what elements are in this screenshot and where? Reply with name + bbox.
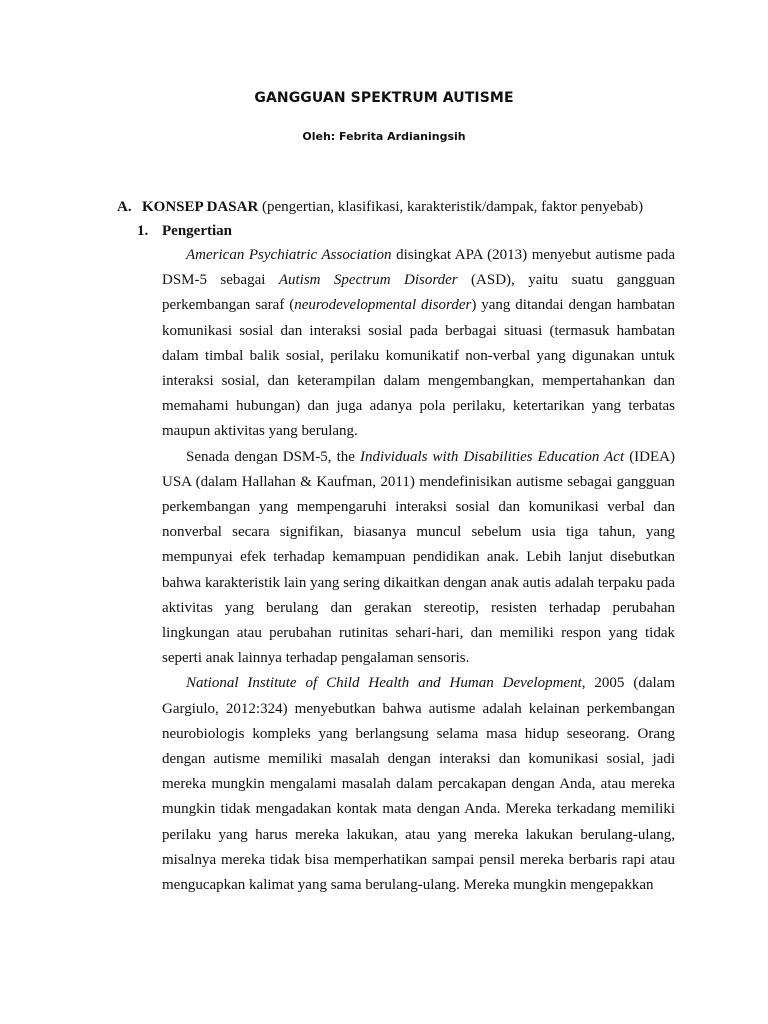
text-run: (ASD), yaitu suatu gangguan perkembangan saraf ( — [162, 272, 675, 314]
subsection-heading — [137, 221, 232, 241]
italic-text: Individuals with Disabilities Education Act — [359, 448, 625, 465]
text-run: (IDEA) USA (dalam Hallahan & Kaufman, 2011) mendefinisikan autisme sebagai gangguan perkembangan yang mempengaruhi interaksi sosial dan komunikasi verbal dan nonverbal secara signifikan, biasanya muncul sebelum usia tiga tahun, yang mempunyai efek terhadap kemampuan pendidikan anak. Lebih lanjut disebutkan bahwa karakteristik lain yang sering dikaitkan dengan anak autis adalah terpaku pada aktivitas yang berulang dan gerakan stereotip, resisten terhadap perubahan lingkungan atau perubahan rutinitas sehari-hari, dan memiliki respon yang tidak seperti anak lainnya terhadap pengalaman sensoris. — [162, 448, 676, 667]
text-run: Senada dengan DSM-5, the — [186, 448, 360, 465]
paragraph — [162, 671, 675, 898]
section-marker: A. — [117, 199, 132, 215]
subsection-title: Pengertian — [162, 223, 232, 239]
text-run: ) yang ditandai dengan hambatan komunikasi sosial dan interaksi sosial pada berbagai situasi (termasuk hambatan dalam timbal balik sosial, perilaku komunikatif non-verbal yang digunakan untuk interaksi sosial, dan keterampilan dalam mengembangkan, mempertahankan dan memahami hubungan) dan juga adanya pola perilaku, ketertarikan yang terbatas maupun aktivitas yang berulang. — [162, 297, 676, 440]
text-run: , 2005 (dalam Gargiulo, 2012:324) menyebutkan bahwa autisme adalah kelainan perkembangan neurobiologis kompleks yang berlangsung selama masa hidup seseorang. Orang dengan autisme memiliki masalah dengan interaksi dan komunikasi sosial, jadi mereka mungkin mengalami masalah dalam percakapan dengan Anda, atau mereka mungkin tidak mengadakan kontak mata dengan Anda. Mereka terkadang memiliki perilaku yang harus mereka lakukan, atau yang mereka lakukan berulang-ulang, misalnya mereka tidak bisa memperhatikan sampai pensil mereka berbaris rapi atau mengucapkan kalimat yang sama berulang-ulang. Mereka mungkin mengepakkan — [162, 675, 675, 894]
document-title: GANGGUAN SPEKTRUM AUTISME — [254, 90, 514, 106]
italic-text: neurodevelopmental disorder — [294, 297, 472, 314]
paragraph — [162, 243, 675, 445]
section-heading — [117, 197, 677, 217]
subsection-marker: 1. — [137, 223, 149, 239]
italic-text: Autism Spectrum Disorder — [278, 272, 458, 289]
section-title: KONSEP DASAR — [142, 199, 259, 215]
italic-text: American Psychiatric Association — [186, 247, 392, 263]
italic-text: National Institute of Child Health and Human Development — [186, 675, 582, 692]
paragraph — [162, 445, 675, 672]
text-run: disingkat APA (2013) menyebut autisme pada DSM-5 sebagai — [162, 247, 675, 289]
document-author: Oleh: Febrita Ardianingsih — [302, 130, 466, 143]
section-subtitle: (pengertian, klasifikasi, karakteristik/dampak, faktor penyebab) — [258, 199, 644, 215]
body-text — [162, 243, 675, 898]
